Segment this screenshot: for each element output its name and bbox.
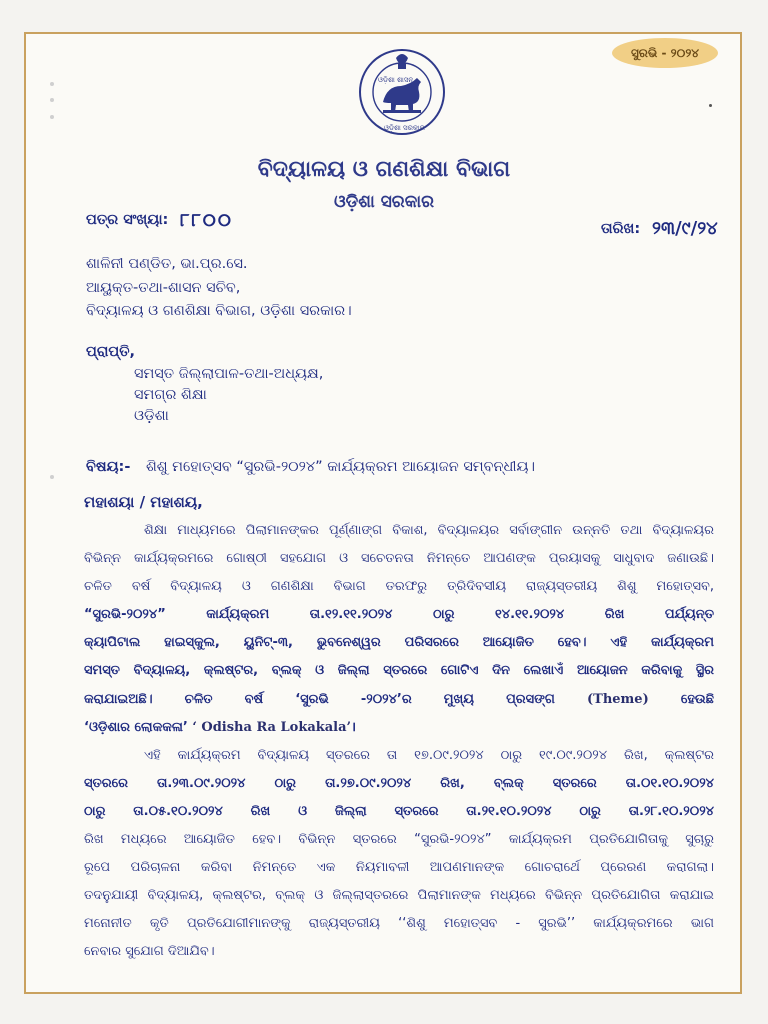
letter-number-value: ୮୮୦୦	[180, 210, 233, 231]
body-line: ଏହି କାର୍ଯ୍ୟକ୍ରମ ବିଦ୍ୟାଳୟ ସ୍ତରରେ ତା ୧୭.୦୯.୨୦୨୪ ଠାରୁ ୧୯.୦୯.୨୦୨୪ ରିଖ, କ୍ଲଷ୍ଟର	[144, 747, 714, 763]
body-line-7b: ହେଉଛି	[680, 691, 715, 707]
body-line: ରିଖ ମଧ୍ୟରେ ଆୟୋଜିତ ହେବ। ବିଭିନ୍ନ ସ୍ତରରେ “ସୁରଭି-୨୦୨୪” କାର୍ଯ୍ୟକ୍ରମ ପ୍ରତିଯୋଗିତାକୁ ସୁଚାରୁ	[84, 832, 714, 848]
department-title: ବିଦ୍ୟାଳୟ ଓ ଗଣଶିକ୍ଷା ବିଭାଗ	[257, 157, 511, 182]
body-line-7a: କରାଯାଇଅଛି। ଚଳିତ ବର୍ଷ ‘ସୁରଭି -୨୦୨୪’ର ମୁଖ୍ୟ ପ୍ରସଙ୍ଗ	[84, 691, 555, 707]
surabhi-tag: ସୁରଭି - ୨୦୨୪	[612, 38, 718, 68]
subject-text: ଶିଶୁ ମହୋତ୍ସବ “ସୁରଭି-୨୦୨୪” କାର୍ଯ୍ୟକ୍ରମ ଆୟୋଜନ ସମ୍ବନ୍ଧୀୟ।	[146, 459, 535, 475]
letter-body	[84, 517, 714, 967]
body-line: ସ୍ତରରେ ତା.୨୩.୦୯.୨୦୨୪ ଠାରୁ ତା.୨୭.୦୯.୨୦୨୪ ରିଖ, ବ୍ଲକ୍ ସ୍ତରରେ ତା.୦୧.୧୦.୨୦୨୪	[84, 775, 714, 791]
emblem-text-bottom: ଓଡ଼ିଶା ସରକାର	[384, 124, 425, 132]
punch-hole-mark	[50, 475, 54, 479]
recipient-line-2: ସମଗ୍ର ଶିକ୍ଷା	[134, 387, 207, 403]
recipient-label: ପ୍ରାପ୍ତି,	[86, 344, 136, 360]
scan-speck	[709, 104, 712, 107]
lokakala-end: ।	[351, 719, 357, 735]
body-line: ଠାରୁ ତା.୦୫.୧୦.୨୦୨୪ ରିଖ ଓ ଜିଲ୍ଲା ସ୍ତରରେ ତା.୨୧.୧୦.୨୦୨୪ ଠାରୁ ତା.୨୮.୧୦.୨୦୨୪	[84, 803, 714, 819]
body-line-theme	[84, 686, 714, 714]
body-line: ବିଭିନ୍ନ କାର୍ଯ୍ୟକ୍ରମରେ ଗୋଷ୍ଠୀ ସହଯୋଗ ଓ ସଚେତନତା ନିମନ୍ତେ ଆପଣଙ୍କ ପ୍ରୟାସକୁ ସାଧୁବାଦ ଜଣାଉଛି।	[84, 551, 714, 567]
recipient-line-1: ସମସ୍ତ ଜିଲ୍ଲାପାଳ-ତଥା-ଅଧ୍ୟକ୍ଷ,	[134, 366, 324, 382]
body-line: ନେବାର ସୁଯୋଗ ଦିଆଯିବ।	[84, 944, 215, 960]
salutation: ମହାଶୟା / ମହାଶୟ,	[84, 493, 203, 511]
lokakala-odia: ‘ଓଡ଼ିଶାର ଲୋକକଳା’	[84, 719, 188, 735]
punch-hole-mark	[50, 82, 54, 86]
body-line: କ୍ୟାପିଟାଲ ହାଇସ୍କୁଲ, ୟୁନିଟ୍-୩, ଭୁବନେଶ୍ୱର ପରିସରରେ ଆୟୋଜିତ ହେବ। ଏହି କାର୍ଯ୍ୟକ୍ରମ	[84, 635, 714, 651]
body-line: ସମସ୍ତ ବିଦ୍ୟାଳୟ, କ୍ଲଷ୍ଟର, ବ୍ଲକ୍ ଓ ଜିଲ୍ଲା ସ୍ତରରେ ଗୋଟିଏ ଦିନ ଲେଖାଏଁ ଆୟୋଜନ କରିବାକୁ ସ୍ଥିର	[84, 663, 714, 679]
letter-number-label: ପତ୍ର ସଂଖ୍ୟା:	[86, 212, 169, 228]
body-line: ଶିକ୍ଷା ମାଧ୍ୟମରେ ପିଲାମାନଙ୍କର ପୂର୍ଣ୍ଣାଙ୍ଗ ବିକାଶ, ବିଦ୍ୟାଳୟର ସର୍ବାଙ୍ଗୀନ ଉନ୍ନତି ତଥା ବିଦ୍ୟାଳୟର	[144, 523, 714, 538]
body-line: ମନୋନୀତ କୃତି ପ୍ରତିଯୋଗୀମାନଙ୍କୁ ରାଜ୍ୟସ୍ତରୀୟ ‘‘ଶିଶୁ ମହୋତ୍ସବ - ସୁରଭି’’ କାର୍ଯ୍ୟକ୍ରମରେ ଭାଗ	[84, 916, 714, 932]
date-value: ୨୩/୯/୨୪	[652, 218, 718, 239]
odisha-government-emblem	[356, 46, 448, 138]
sender-office: ବିଦ୍ୟାଳୟ ଓ ଗଣଶିକ୍ଷା ବିଭାଗ, ଓଡ଼ିଶା ସରକାର।	[86, 303, 352, 319]
body-line: ଚଳିତ ବର୍ଷ ବିଦ୍ୟାଳୟ ଓ ଗଣଶିକ୍ଷା ବିଭାଗ ତରଫରୁ ତ୍ରିଦିବସୀୟ ରାଜ୍ୟସ୍ତରୀୟ ଶିଶୁ ମହୋତ୍ସବ,	[84, 579, 714, 595]
body-line: ତଦନୁଯାୟୀ ବିଦ୍ୟାଳୟ, କ୍ଲଷ୍ଟର, ବ୍ଲକ୍ ଓ ଜିଲ୍ଲାସ୍ତରରେ ପିଲାମାନଙ୍କ ମଧ୍ୟରେ ବିଭିନ୍ନ ପ୍ରତିଯୋଗିତା କରାଯାଇ	[84, 888, 714, 904]
recipient-line-3: ଓଡ଼ିଶା	[134, 408, 169, 424]
date-label: ତାରିଖ:	[601, 221, 641, 237]
body-line: “ସୁରଭି-୨୦୨୪” କାର୍ଯ୍ୟକ୍ରମ ତା.୧୨.୧୧.୨୦୨୪ ଠାରୁ ୧୪.୧୧.୨୦୨୪ ରିଖ ପର୍ଯ୍ୟନ୍ତ	[84, 607, 714, 623]
lokakala-english: ‘ Odisha Ra Lokakala’	[192, 719, 352, 735]
body-line: ରୂପେ ପରିଚାଳନା କରିବା ନିମନ୍ତେ ଏକ ନିୟମାବଳୀ ଆପଣମାନଙ୍କ ଗୋଚରାର୍ଥେ ପ୍ରେରଣ କରାଗଲା।	[84, 860, 714, 876]
body-line-lokakala	[84, 714, 714, 742]
emblem-text-top: ଓଡ଼ିଶା ଶାସନ	[378, 76, 414, 84]
government-title: ଓଡ଼ିଶା ସରକାର	[333, 192, 435, 212]
sender-designation: ଆୟୁକ୍ତ-ତଥା-ଶାସନ ସଚିବ,	[86, 280, 241, 296]
punch-hole-mark	[50, 98, 54, 102]
sender-name: ଶାଳିନୀ ପଣ୍ଡିତ, ଭା.ପ୍ର.ସେ.	[86, 256, 248, 272]
punch-hole-mark	[50, 115, 54, 119]
theme-word: (Theme)	[587, 691, 649, 707]
subject-label: ବିଷୟ:-	[86, 459, 131, 475]
